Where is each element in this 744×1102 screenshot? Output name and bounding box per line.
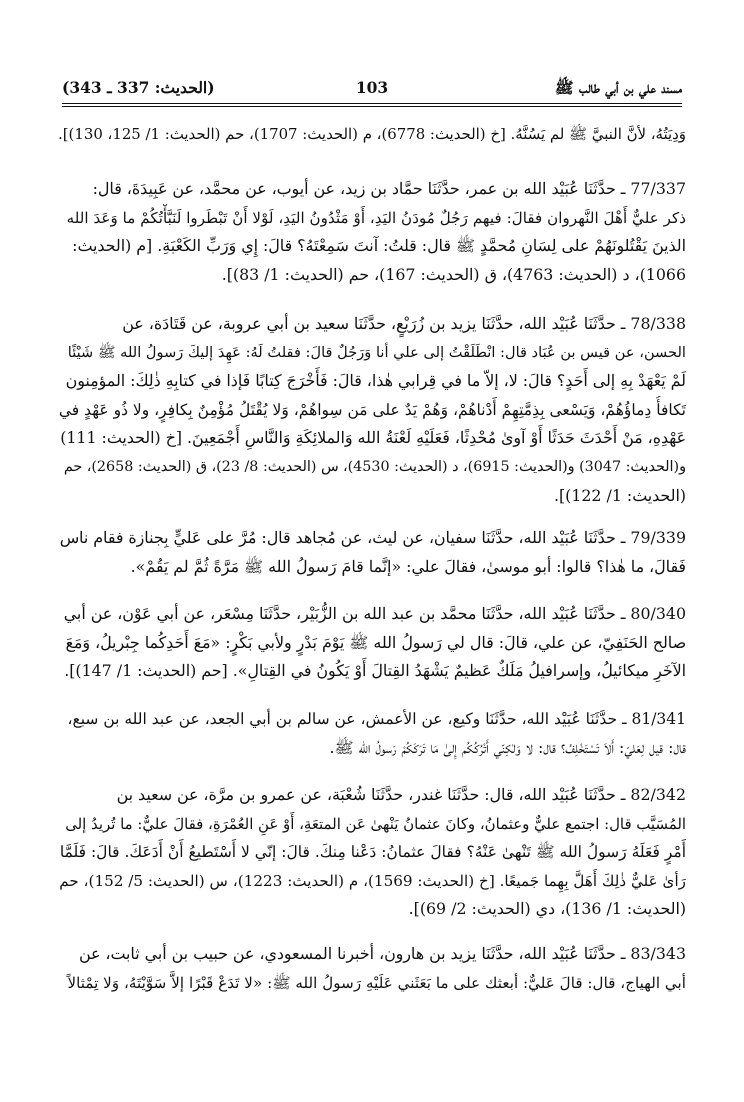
text-line: رَأىٰ عَليٌّ ذٰلِكَ أَهَلَّ بِهِما جَميعًا. [خ (الحديث: 1569)، م (الحديث: 1223)، س (الحديث: 5/ 152)، حم bbox=[59, 871, 686, 890]
text-line: 79/339 ـ حدَّثَنَا عُبَيْد الله، حدَّثَنَا سفيان، عن ليث، عن مُجاهد قال: مُرَّ على عَليٍّ بِجنازة فقام ناس bbox=[59, 528, 686, 547]
text-line: 78/338 ـ حدَّثَنَا عُبَيْد الله، حدَّثَنَا يزيد بن زُرَيْعٍ، حدَّثَنَا سعيد بن أبي عروبة، عن قَتَادَة، عن bbox=[122, 314, 686, 333]
hadith-339 bbox=[58, 524, 686, 581]
text-line: أبي الهياج، قال: قالَ عَليٌّ: أبعثك على ما بَعَثَني عَلَيْهِ رَسولُ الله ﷺ: «لا تَدَعْ قَبْرًا إلاَّ سَوَّيْتَهُ، وَلا تِمْثالاً bbox=[67, 973, 686, 992]
text-line: و(الحديث: 3047) و(الحديث: 6915)، د (الحديث: 4530)، س (الحديث: 8/ 23)، ق (الحديث: 2658)، حم bbox=[63, 458, 686, 475]
text-line: وَدِيَتُهُ، لأنَّ النبيَّ ﷺ لم يَسُنَّهُ. [خ (الحديث: 6778)، م (الحديث: 1707)، حم (الحديث: 1/ 125، 130)]. bbox=[58, 125, 686, 143]
text-line: تَكافأُ دِماؤُهُمْ، وَيَسْعى بِذِمَّتِهِمْ أَدْناهُمْ، وَهُمْ يَدٌ على مَن سِواهُمْ، وَلا يُقْتَلُ مُؤْمِنٌ بِكافِرٍ، ولا ذُو عَهْدٍ في bbox=[58, 400, 686, 419]
text-line: (الحديث: 1/ 122)]. bbox=[553, 485, 686, 505]
text-line: 81/341 ـ حدَّثَنَا عُبَيْد الله، حدَّثَنَا وكيع، عن الأعمش، عن سالم بن أبي الجعد، عن عبد الله بن سبع، bbox=[67, 710, 686, 728]
hadith-range: (الحديث: 337 ـ 343) bbox=[62, 78, 215, 97]
hadith-340 bbox=[58, 600, 686, 686]
text-line: الآخَرِ ميكائيلُ، وإسرافيلُ مَلَكٌ عَظيمٌ يَشْهَدُ القِتالَ أَوْ يَكُونُ في القِتالِ». [حم (الحديث: 1/ 147)]. bbox=[64, 661, 686, 681]
running-header bbox=[62, 72, 682, 102]
text-line: 82/342 ـ حدَّثَنَا عُبَيْد الله، قال: حدَّثَنَا غندر، حدَّثَنَا شُعْبَة، عن عمرو بن مرَّة، عن سعيد بن bbox=[116, 785, 686, 804]
text-line: صالح الحَنَفِيّ، عن علي، قالَ: قال لي رَسولُ الله ﷺ يَوْمَ بَدْرٍ ولأبي بَكْرٍ: «مَعَ أَحَدِكُما جِبْريلُ، وَمَعَ bbox=[65, 632, 686, 652]
text-line: الذينَ يَقْتُلونَهُمْ على لِسَانِ مُحمَّدٍ ﷺ قال: قلتُ: آنتَ سَمِعْتَهُ؟ قالَ: إِي وَرَبِّ الكَعْبَةِ. [م (الحديث: bbox=[72, 236, 686, 256]
text-line: المُسَيَّب قال: اجتمع عليٌّ وعثمانُ، وكانَ عثمانُ يَنْهىٰ عَن المتعَةِ، أَوْ عَنِ العُمْرَةِ، فقالَ عليٌّ: ما تُريدُ إلى bbox=[65, 814, 686, 833]
text-line: أَمْرٍ فَعَلَهُ رَسولُ الله ﷺ تَنْهىٰ عَنْهُ؟ فقالَ عثمانُ: دَعْنا مِنكَ. قالَ: إنّي لا أَسْتَطيعُ أَنْ أَدَعَكَ. قالَ: فَلَمَّا bbox=[59, 843, 686, 862]
hadith-337 bbox=[58, 175, 686, 289]
text-line: فَقالَ، ما هٰذا؟ قالوا: أبو موسىٰ، فقالَ علي: «إنَّما قامَ رَسولُ الله ﷺ مَرَّةً ثُمَّ لم يَقُمْ». bbox=[130, 556, 686, 576]
text-line: 77/337 ـ حدَّثَنَا عُبَيْد الله بن عمر، حدَّثَنَا حمَّاد بن زيد، عن أيوب، عن محمَّد، عن عَبِيدَةَ، قال: bbox=[92, 179, 686, 198]
text-line: 80/340 ـ حدَّثَنَا عُبَيْد الله، حدَّثَنَا محمَّد بن عبد الله بن الزُّبَيْر، حدَّثَنَا مِسْعَر، عن أبي عَوْن، عن أبي bbox=[63, 604, 686, 623]
hadith-343 bbox=[58, 940, 686, 997]
header-rule-thin bbox=[62, 106, 682, 107]
page-number: 103 bbox=[355, 78, 389, 97]
hadith-341 bbox=[58, 705, 686, 762]
header-rule bbox=[62, 103, 682, 104]
text-line: ذكر عليٌّ أَهْلَ النَّهروان فقالَ: فيهم رَجُلٌ مُودَنُ اليَدِ، أَوْ مَثْدُونُ اليَدِ، لَوْلا أَنْ تَبْطَروا لَنَبَّأْتُكُمْ ما وَعَدَ الله bbox=[66, 208, 686, 227]
hadith-338 bbox=[58, 310, 686, 510]
book-title: مسند علي بن أبي طالب ﷺ bbox=[554, 78, 682, 97]
text-line: 83/343 ـ حدَّثَنَا عُبَيْد الله، حدَّثَنَا يزيد بن هارون، أخبرنا المسعودي، عن حبيب بن أبي ثابت، عن bbox=[78, 944, 686, 963]
text-line: الحسن، عن قيس بن عُبَاد قال: انْطَلَقْتُ إلى علي أنا وَرَجُلٌ قالَ: فقلتُ لَهُ: عَهِدَ إليكَ رَسولُ الله ﷺ شَيْئًا bbox=[67, 343, 686, 361]
text-line: قال: قيل لِعَليّ: أَلاَ تَسْتَخْلِفُ؟ قال: لا وَلٰكِنّي أَتْرُكُكُم إِلىٰ مَا تَرَكَكُمْ رَسولُ الله ﷺ. bbox=[329, 737, 686, 757]
continuation-paragraph bbox=[58, 120, 686, 149]
text-line: 1066)، د (الحديث: 4763)، ق (الحديث: 167)، حم (الحديث: 1/ 83)]. bbox=[221, 264, 686, 284]
text-line: (الحديث: 1/ 136)، دي (الحديث: 2/ 69)]. bbox=[408, 899, 686, 919]
text-line: عَهْدِهِ، مَنْ أَحْدَثَ حَدَثًا أَوْ آوىٰ مُحْدِثًا، فَعَلَيْهِ لَعْنَةُ الله وَالملائِكَةِ وَالنَّاسِ أَجْمَعِينَ. [خ (الحديث: 111) bbox=[60, 428, 686, 448]
hadith-342 bbox=[58, 781, 686, 924]
text-line: لَمْ يَعْهَدْ بِهِ إلى أَحَدٍ؟ قالَ: لا، إلاّ ما في قِرابي هٰذا، قالَ: فَأَخْرَجَ كِتابًا فَإذا في كتابِهِ ذٰلِكَ: المؤمِنون bbox=[65, 371, 686, 391]
